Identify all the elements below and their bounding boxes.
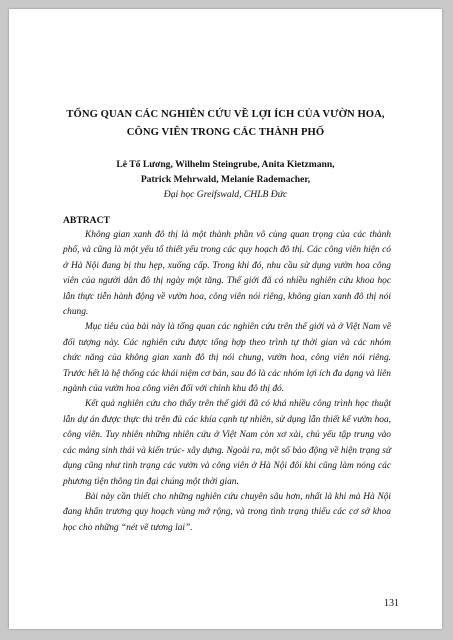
abstract-paragraph-2: Mục tiêu của bài này là tổng quan các nghiên cứu trên thế giới và ở Việt Nam về đối tượng này. Các nghiên cứu được tổng hợp theo trình tự thời gian và các nhóm chức năng của không gian xanh đô thị nói chung, vườn hoa, công viên nói riêng. Trước hết là hệ thống các khái niệm cơ bản, sau đó là các nhóm lợi ích đa dạng và liên ngành của vườn hoa công viên đối với chỉnh khu đô thị đó. xyxy=(63,322,391,395)
abstract-body xyxy=(63,228,391,536)
abstract-paragraph-3: Kết quả nghiên cứu cho thấy trên thế giới đã có khá nhiều công trình học thuật lẫn dự án được thực thi trên đủ các khía cạnh tự nhiên, sử dụng lẫn thiết kế vườn hoa, công viên. Tuy nhiên những nhiên cứu ở Việt Nam còn xơ xài, chủ yếu tập trung vào các mảng sinh thái và kiến trúc- xây dựng. Ngoài ra, một số bảo động về hiện trạng sử dụng cũng như tình trạng các vườn và công viên ở Hà Nội đôi khi cũng làm nóng các phương tiện thông tin đại chúng một thời gian. xyxy=(63,399,391,487)
abstract-paragraph-1: Không gian xanh đô thị là một thành phần vô cùng quan trọng của các thành phố, và cũng là một yếu tố thiết yếu trong các quy hoạch đô thị. Các công viên hiện có ở Hà Nội đang bị thu hẹp, xuống cấp. Trong khi đó, nhu cầu sử dụng vườn hoa công viên của người dân đô thị ngày một tăng. Thế giới đã có nhiều nghiên cứu khoa học lẫn thực tiễn hành động về vườn hoa, công viên nói riêng, không gian xanh đô thị nói chung. xyxy=(63,230,391,318)
title-line-2: CÔNG VIÊN TRONG CÁC THÀNH PHỐ xyxy=(126,127,325,138)
page-number: 131 xyxy=(384,598,399,609)
abstract-paragraph-4: Bài này cần thiết cho những nghiên cứu chuyên sâu hơn, nhất là khi mà Hà Nội đang khẩn trương quy hoạch vùng mở rộng, và trong tình trạng thiếu các cơ sở khoa học cho những “nét vẽ tương lai”. xyxy=(63,491,391,533)
abstract-heading: ABTRACT xyxy=(63,215,110,226)
paper-title xyxy=(49,106,402,142)
document-page xyxy=(9,9,442,629)
affiliation: Đại học Greifswald, CHLB Đức xyxy=(163,189,288,200)
author-list xyxy=(49,157,402,187)
title-line-1: TỔNG QUAN CÁC NGHIÊN CỨU VỀ LỢI ÍCH CỦA VƯỜN HOA, xyxy=(66,109,385,120)
authors-line-1: Lê Tố Lương, Wilhelm Steingrube, Anita Kietzmann, xyxy=(116,159,335,170)
authors-line-2: Patrick Mehrwald, Melanie Rademacher, xyxy=(140,174,311,185)
